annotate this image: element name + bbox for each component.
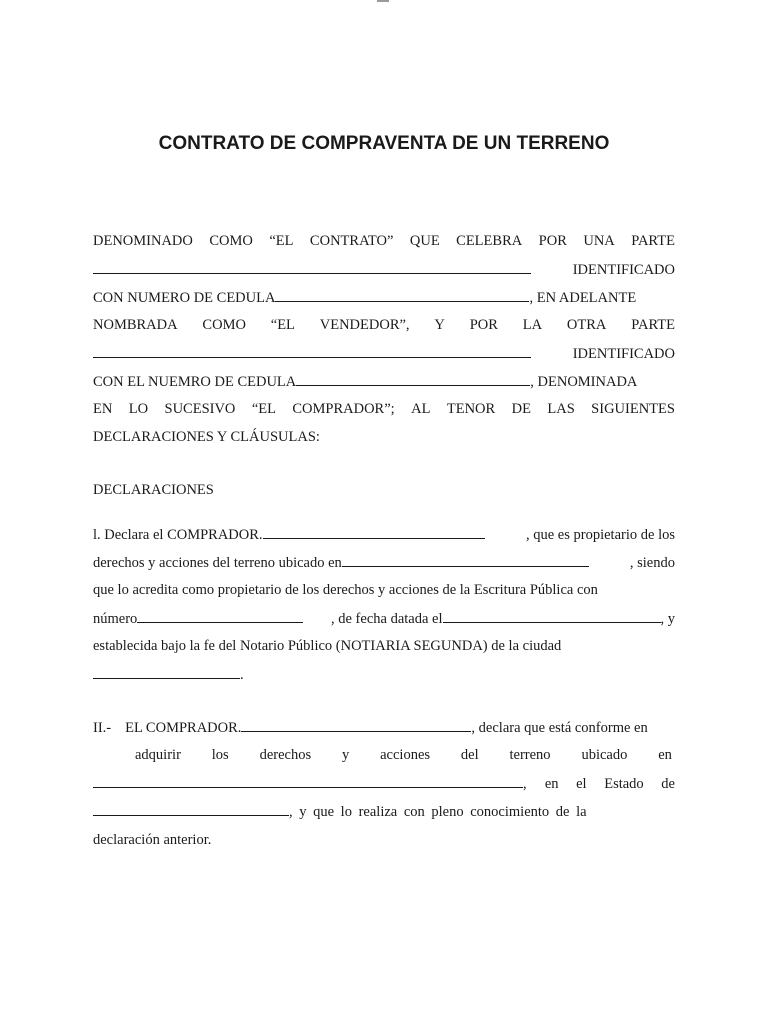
intro-line-4 (93, 315, 675, 335)
city-blank[interactable] (93, 664, 240, 679)
word: UNA (583, 233, 615, 249)
word: NOMBRADA (93, 317, 178, 333)
intro-line-3 (93, 287, 675, 308)
word: del (460, 747, 479, 763)
word: QUE (409, 233, 440, 249)
word: derechos (259, 747, 312, 763)
intro-line-6 (93, 371, 675, 392)
numero-label: número (93, 611, 138, 627)
clause2-line-4 (93, 801, 675, 822)
word: adquirir (135, 747, 181, 763)
clause2-text: declaración anterior. (93, 832, 212, 848)
word: SUCESIVO (164, 401, 236, 417)
fecha-label: , de fecha datada el (331, 611, 443, 627)
terrain-location-blank-2[interactable] (93, 773, 523, 788)
clause1-line-4 (93, 608, 675, 629)
word: SIGUIENTES (591, 401, 675, 417)
word: LA (522, 317, 543, 333)
word: “EL (269, 233, 294, 249)
word: VENDEDOR”, (319, 317, 410, 333)
word: terreno (509, 747, 551, 763)
clause1-line-3 (93, 580, 675, 600)
clause1-text: , siendo (629, 555, 675, 571)
word: DENOMINADO (93, 233, 193, 249)
word: “EL (270, 317, 295, 333)
word: CELEBRA (456, 233, 523, 249)
buyer-name-blank-2[interactable] (263, 524, 485, 539)
clause2-line-1 (93, 717, 675, 738)
word: PARTE (631, 317, 675, 333)
deed-number-blank[interactable] (137, 608, 303, 623)
intro-line-2 (93, 259, 675, 280)
word: DE (511, 401, 531, 417)
clause2-line-5 (93, 830, 675, 850)
word: TENOR (446, 401, 496, 417)
buyer-name-blank-3[interactable] (241, 717, 471, 732)
intro-line-5 (93, 343, 675, 364)
word: ubicado (581, 747, 628, 763)
word: PARTE (631, 233, 675, 249)
word: POR (469, 317, 498, 333)
clause1-text: , y (660, 611, 675, 627)
en-adelante-label: , EN ADELANTE (529, 290, 637, 306)
clause2-line-3 (93, 773, 675, 794)
word: COMO (209, 233, 253, 249)
declaraciones-heading (93, 480, 675, 500)
word: “EL (251, 401, 276, 417)
denominada-label: , DENOMINADA (530, 374, 638, 390)
page-top-mark (377, 0, 389, 2)
clause1-text: . (240, 667, 244, 683)
word: EN (93, 401, 113, 417)
clause1-line-2 (93, 552, 675, 573)
word: OTRA (566, 317, 607, 333)
intro-line-8 (93, 427, 675, 447)
word: los (211, 747, 229, 763)
word: Y (434, 317, 445, 333)
cedula-label: CON NUMERO DE CEDULA (93, 290, 276, 306)
clause1-text: establecida bajo la fe del Notario Público (NOTIARIA SEGUNDA) de la ciudad (93, 638, 562, 654)
intro-line-1 (93, 231, 675, 251)
clause2-text: , (523, 776, 527, 792)
word: LO (128, 401, 149, 417)
declaraciones-clausulas-text: DECLARACIONES Y CLÁUSULAS: (93, 429, 320, 445)
document-title: CONTRATO DE COMPRAVENTA DE UN TERRENO (158, 133, 610, 154)
clause2-line-2 (135, 745, 672, 765)
word: COMPRADOR”; (292, 401, 395, 417)
word: AL (411, 401, 431, 417)
word: y (341, 747, 350, 763)
word: LAS (547, 401, 575, 417)
buyer-id-blank[interactable] (296, 371, 530, 386)
clause2-text: , y que lo realiza con pleno conocimiento de la (289, 804, 587, 820)
word: CONTRATO” (309, 233, 394, 249)
seller-name-blank[interactable] (93, 259, 531, 274)
word: en (658, 747, 672, 763)
clause2-text: en el Estado de (544, 776, 675, 792)
word: POR (538, 233, 567, 249)
clause1-label: l. Declara el COMPRADOR. (93, 527, 263, 543)
clause2-text: , declara que está conforme en (471, 720, 648, 736)
word: COMO (202, 317, 246, 333)
terrain-location-blank[interactable] (342, 552, 589, 567)
word: acciones (380, 747, 431, 763)
deed-date-blank[interactable] (443, 608, 661, 623)
clause1-text: que lo acredita como propietario de los derechos y acciones de la Escritura Pública con (93, 582, 598, 598)
clause1-text: , que es propietario de los (526, 527, 675, 543)
cedula-label: CON EL NUEMRO DE CEDULA (93, 374, 297, 390)
clause1-line-1 (93, 524, 675, 545)
section-heading: DECLARACIONES (93, 482, 214, 498)
clause1-line-5 (93, 636, 675, 656)
buyer-name-blank[interactable] (93, 343, 531, 358)
identificado-label: IDENTIFICADO (572, 346, 675, 362)
identificado-label: IDENTIFICADO (572, 262, 675, 278)
clause2-label: II.- (93, 720, 112, 736)
comprador-label: EL COMPRADOR. (125, 720, 242, 736)
state-blank[interactable] (93, 801, 289, 816)
clause1-line-6 (93, 664, 675, 685)
clause1-text: derechos y acciones del terreno ubicado en (93, 555, 342, 571)
intro-line-7 (93, 399, 675, 419)
seller-id-blank[interactable] (275, 287, 529, 302)
